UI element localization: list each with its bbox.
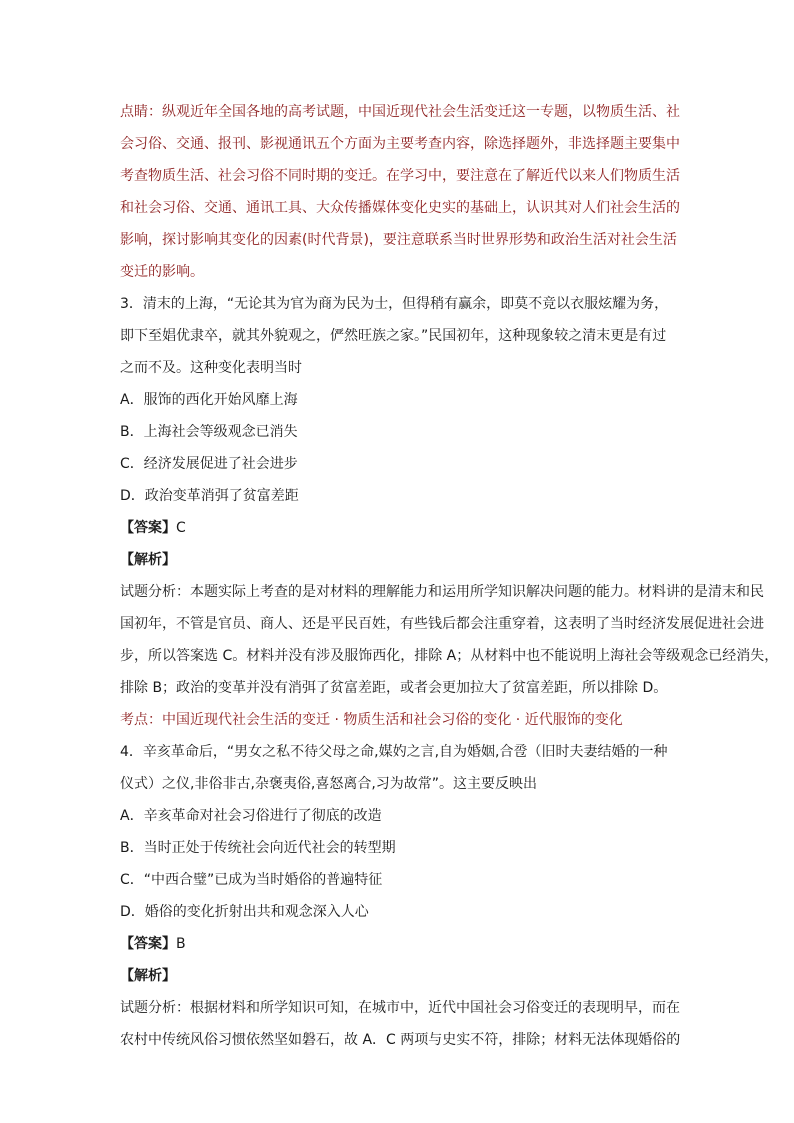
- comment-line: 点睛：纵观近年全国各地的高考试题，中国近现代社会生活变迁这一专题，以物质生活、社: [120, 104, 680, 120]
- analysis-line: 试题分析：本题实际上考查的是对材料的理解能力和运用所学知识解决问题的能力。材料讲的是清末和民: [120, 584, 764, 600]
- analysis-line: 国初年，不管是官员、商人、还是平民百姓，有些钱后都会注重穿着，这表明了当时经济发展促进社会进: [120, 616, 764, 632]
- analysis-label: 【解析】: [120, 968, 176, 984]
- answer-label: 【答案】: [120, 520, 176, 536]
- question-4: [120, 736, 690, 1056]
- option-b: B．上海社会等级观念已消失: [120, 424, 298, 440]
- question-stem-line: 3．清末的上海，“无论其为官为商为民为士，但得稍有赢余，即莫不竞以衣服炫耀为务，: [120, 296, 669, 312]
- analysis-line: 农村中传统风俗习惯依然坚如磐石，故 A．C 两项与史实不符，排除；材料无法体现婚俗的: [120, 1032, 681, 1048]
- answer-value: B: [176, 936, 186, 952]
- analysis-label: 【解析】: [120, 552, 176, 568]
- option-c: C．“中西合璧”已成为当时婚俗的普遍特征: [120, 872, 383, 888]
- comment-line: 影响，探讨影响其变化的因素(时代背景)，要注意联系当时世界形势和政治生活对社会生活: [120, 232, 677, 248]
- question-stem-line: 即下至娼优隶卒，就其外貌观之，俨然旺族之家。”民国初年，这种现象较之清末更是有过: [120, 328, 667, 344]
- comment-line: 会习俗、交通、报刊、影视通讯五个方面为主要考查内容，除选择题外，非选择题主要集中: [120, 136, 680, 152]
- option-d: D．政治变革消弭了贫富差距: [120, 488, 299, 504]
- option-a: A．辛亥革命对社会习俗进行了彻底的改造: [120, 808, 382, 824]
- answer-line: [120, 512, 690, 544]
- answer-line: [120, 928, 690, 960]
- question-stem-line: 仪式）之仪,非俗非古,杂褒夷俗,喜怒离合,习为故常”。这主要反映出: [120, 776, 538, 792]
- question-stem-line: 之而不及。这种变化表明当时: [120, 360, 302, 376]
- comment-block: [120, 96, 690, 288]
- analysis-line: 排除 B；政治的变革并没有消弭了贫富差距，或者会更加拉大了贫富差距，所以排除 D。: [120, 680, 668, 696]
- comment-line: 考查物质生活、社会习俗不同时期的变迁。在学习中，要注意在了解近代以来人们物质生活: [120, 168, 680, 184]
- analysis-line: 试题分析：根据材料和所学知识可知，在城市中，近代中国社会习俗变迁的表现明早，而在: [120, 1000, 680, 1016]
- answer-label: 【答案】: [120, 936, 176, 952]
- comment-line: 变迁的影响。: [120, 264, 204, 280]
- comment-line: 和社会习俗、交通、通讯工具、大众传播媒体变化史实的基础上，认识其对人们社会生活的: [120, 200, 680, 216]
- option-a: A．服饰的西化开始风靡上海: [120, 392, 298, 408]
- option-c: C．经济发展促进了社会进步: [120, 456, 298, 472]
- question-stem-line: 4．辛亥革命后，“男女之私不待父母之命,媒妁之言,自为婚姻,合卺（旧时夫妻结婚的一种: [120, 744, 668, 760]
- option-b: B．当时正处于传统社会向近代社会的转型期: [120, 840, 396, 856]
- document-page: [120, 96, 779, 1056]
- option-d: D．婚俗的变化折射出共和观念深入人心: [120, 904, 369, 920]
- question-3: [120, 288, 779, 736]
- kaodian-line: 考点：中国近现代社会生活的变迁 · 物质生活和社会习俗的变化 · 近代服饰的变化: [120, 712, 623, 728]
- analysis-line: 步，所以答案选 C。材料并没有涉及服饰西化，排除 A；从材料中也不能说明上海社会等级观念已经消失，: [120, 648, 779, 664]
- answer-value: C: [176, 520, 186, 536]
